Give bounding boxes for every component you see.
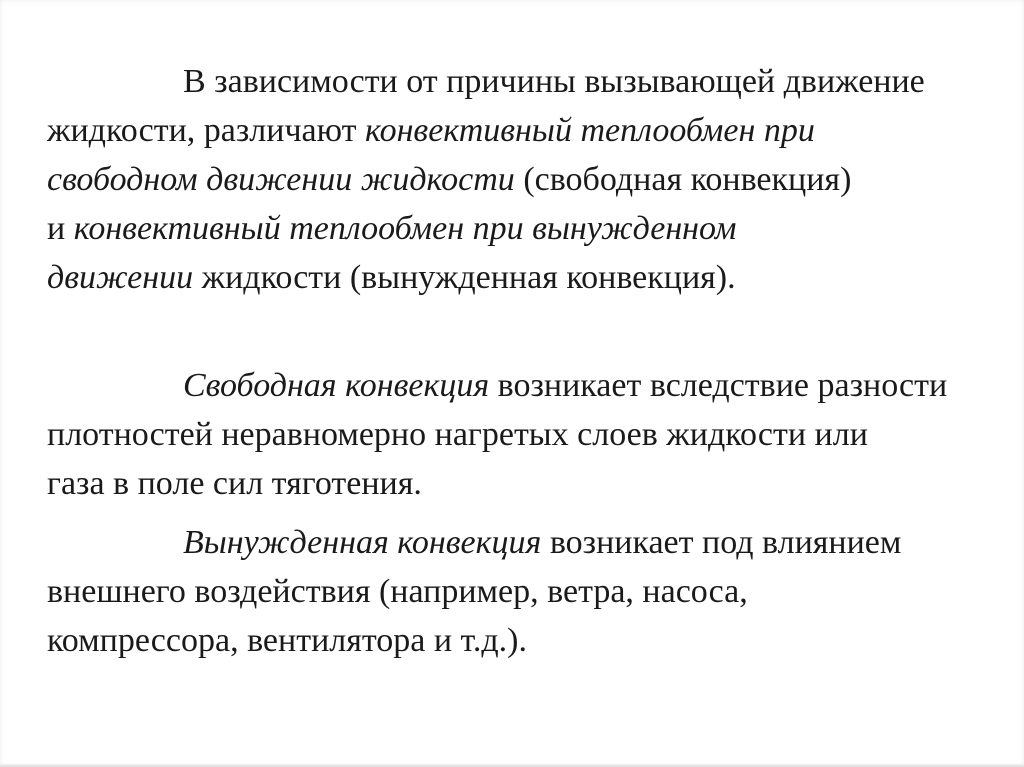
text-line <box>47 253 1007 302</box>
text-run: внешнего воздействия (например, ветра, насоса, <box>47 573 748 610</box>
italic-term: Свободная конвекция <box>183 367 490 404</box>
text-line <box>47 616 1007 665</box>
italic-term: конвективный теплообмен при <box>364 112 815 149</box>
text-run: возникает под влиянием <box>541 524 902 561</box>
italic-term: Вынужденная конвекция <box>183 524 542 561</box>
text-run: компрессора, вентилятора и т.д.). <box>47 622 527 659</box>
italic-term: конвективный теплообмен при вынужденном <box>73 210 737 247</box>
paragraph-convective-heat-transfer-types <box>47 57 1007 302</box>
text-line <box>47 106 1007 155</box>
text-run: и <box>47 210 74 247</box>
text-line <box>47 459 1007 508</box>
paragraph-free-convection <box>47 361 1007 508</box>
text-run: жидкости, различают <box>47 112 365 149</box>
text-line <box>47 57 1007 106</box>
text-line <box>47 518 1007 567</box>
italic-term: свободном движении жидкости <box>47 161 515 198</box>
text-run: В зависимости от причины вызывающей движение <box>183 63 925 100</box>
text-line <box>47 410 1007 459</box>
text-line <box>47 204 1007 253</box>
text-run: газа в поле сил тяготения. <box>47 465 422 502</box>
text-run: жидкости (вынужденная конвекция). <box>193 259 736 296</box>
italic-term: движении <box>47 259 194 296</box>
text-run: плотностей неравномерно нагретых слоев жидкости или <box>47 416 868 453</box>
paragraph-forced-convection <box>47 518 1007 665</box>
text-run: возникает вследствие разности <box>489 367 948 404</box>
text-line <box>47 361 1007 410</box>
text-line <box>47 567 1007 616</box>
text-line <box>47 155 1007 204</box>
text-run: (свободная конвекция) <box>514 161 852 198</box>
